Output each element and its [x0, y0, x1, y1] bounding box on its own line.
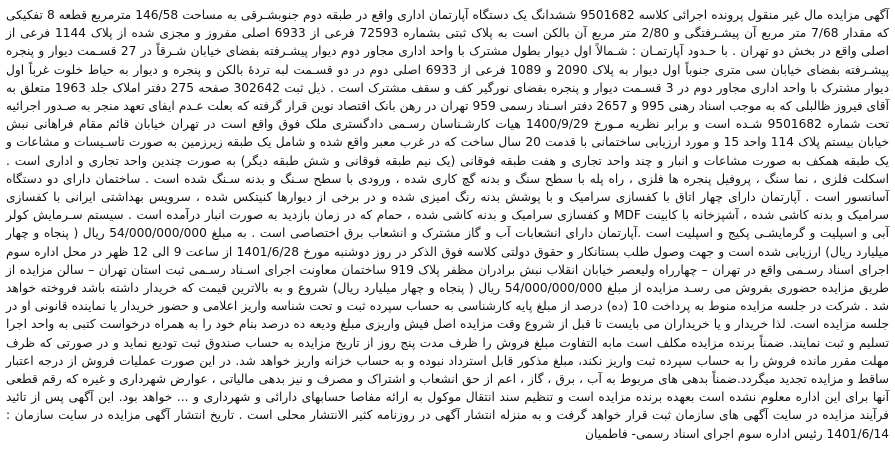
notice-body-text: آگهی مزایده مال غیر منقول پرونده اجرائی کلاسه 9501682 ششدانگ یک دستگاه آپارتمان اداری واقع در طبقه دوم جنوبشـرقی به مساحت 146/58 مترمربع قطعه 8 تفکیکی که مقدار 7/68 متر مربع آن پیشـرفتگی و 2/80 متر مربع آن بالکن است به پلاک ثبتی بشماره 72593 فرعی از 6933 اصلی مفروز و مجزی شده از پلاک 1144 فرعی از اصلی واقع در بخش دو تهران . با حـدود آپارتمـان : شـمالاً اول دیوار بطول مشترک با واحد اداری مجاور دوم دیوار پیشـرفته بفضای خیابان شـرقاً در 27 قسـمت دیوار و پنجره پیشـرفته بفضای خیابان سی متری جنوباً اول دیوار به پلاک 2090 و 1089 فرعی از 6933 اصلی دوم در دو قسـمت لبه تردۀ بالکن و پنجره و دیوار به حیاط خلوت غرباً اول دیوار مشترک با واحد اداری مجاور دوم در 3 قسـمت دیوار و پنجره بفضای نورگیر کف و سقف مشترک است . ذیل ثبت 302642 صفحه 275 دفتر املاک جلد 1963 متعلق به آقای فیروز ظالبلی که به موجب اسناد رهنی 995 و 2657 دفتر اسـناد رسمی 959 تهران در رهن بانک اقتصاد نوین قرار گرفته که بعلت عـدم ایفای تعهد منجر به صـدور اجرائیه تحت شماره 9501682 شـده است و برابر نظریه مـورخ 1400/9/29 هیات کارشـناسان رسـمی دادگستری ملک فوق واقع است در تهران خیابان قائم مقام فراهانی نبش خیابان بیستم پلاک 114 واحد 15 و مورد ارزیابی ساختمانی با قدمت 20 سال ساخت که در غرب معبر واقع شده و شامل یک طبقه زیرزمین به صورت تاسـیسات و مشاعات و یک طبقه همکف به صورت مشاعات و انبار و چند واحد تجاری و هفت طبقه فوقانی (یک نیم طبقه فوقانی و شش طبقه دیگر) به صورت چندین واحد تجاری و اداری است . اسکلت فلزی ، نما سنگ ، پروفیل پنجره ها فلزی ، راه پله با سطح سنگ و بدنه گچ کاری شده ، ورودی با سطح سـنگ و بدنه سـنگ شده است . ساختمان دارای دو دستگاه آسانسور است . آپارتمان دارای چهار اتاق با کفسازی سرامیک و با پوشش بدنه رنگ امیزی شده و در برخی از دیوارها کنیتکس شده ، سرویس بهداشتی ایرانی با کفسازی سرامیک و بدنه کاشی شده ، آشپزخانه با کابینت MDF و کفسازی سرامیک و بدنه کاشی شده ، حمام که در زمان بازدید به صورت انبار درآمده است . سیستم سـرمایش کولر آبی و اسپلیت و گرمایشـی پکیج و اسپلیت است .آپارتمان دارای انشعابات آب و گاز مشترک و انشعاب برق اختصاصی است . به مبلغ 54/000/000/000 ریال ( پنجاه و چهار میلیارد ریال) ارزیابی شده است و جهت وصول طلب بستانکار و حقوق دولتی کلاسه فوق الذکر در روز دوشنبه مورخ 1401/6/28 از ساعت 9 الی 12 ظهر در محل اداره سوم اجرای اسناد رسـمی واقع در تهران – چهارراه ولیعصر خیابان انقلاب نبش برادران مظفر پلاک 919 ساختمان معاونت اجرای اسـناد رسـمی ثبت استان تهران – سالن مزایده از طریق مزایده حضوری بفروش می رسـد مزایده از مبلغ 54/000/000/000 ریال ( پنجاه و چهار میلیارد ریال) شروع و به بالاترین قیمت که خریدار داشته باشد فروخته خواهد شد . شرکت در جلسه مزایده منوط به پرداخت 10 (ده) درصد از مبلغ پایه کارشناسی به حساب سپرده ثبت و تحت شناسه واریز اعلامی و حضور خریدار یا نماینده قانونی او در جلسه مزایده است. لذا خریدار و یا خریداران می بایست تا قبل از شروع وقت مزایده اصل فیش واریزی مبلغ ودیعه ده درصد بنام خود را به همراه درخواست کتبی به واحد اجرا تسلیم و ثبت نمایند. ضمناً برنده مزایده مکلف است مابه التفاوت مبلغ فروش را ظرف مدت پنج روز از تاریخ مزایده به حساب صندوق ثبت تودیع نماید و در صورتی که ظرف مهلت مقرر مانده فروش را به حساب سپرده ثبت واریز نکند، مبلغ مذکور قابل استرداد نبوده و به حساب خزانه واریز خواهد شد. در این صورت عملیات فروش از درجه اعتبار ساقط و مزایده تجدید میگردد.ضمناً بدهی های مربوط به آب ، برق ، گاز ، اعم از حق انشعاب و اشتراک و مصرف و نیز بدهی مالیاتی ، عوارض شهرداری و غیره که رقم قطعی آنها برای این اداره معلوم نشده است بعهده برنده مزایده است و تنظیم سند انتقال موکول به ارائه مفاصا حسابهای دارائی و شهرداری و ... خواهد بود. این آگهی پس از تائید فرآیند مزایده در سایت آگهی های سازمان ثبت قرار خواهد گرفت و به منزله انتشار آگهی در روزنامه کثیر الانتشار محلی است . تاریخ انتشار آگهی مزایده در سایت سازمان : 1401/6/14 رئیس اداره سوم اجرای اسناد رسمی- فاطمیان — [6, 8, 890, 441]
